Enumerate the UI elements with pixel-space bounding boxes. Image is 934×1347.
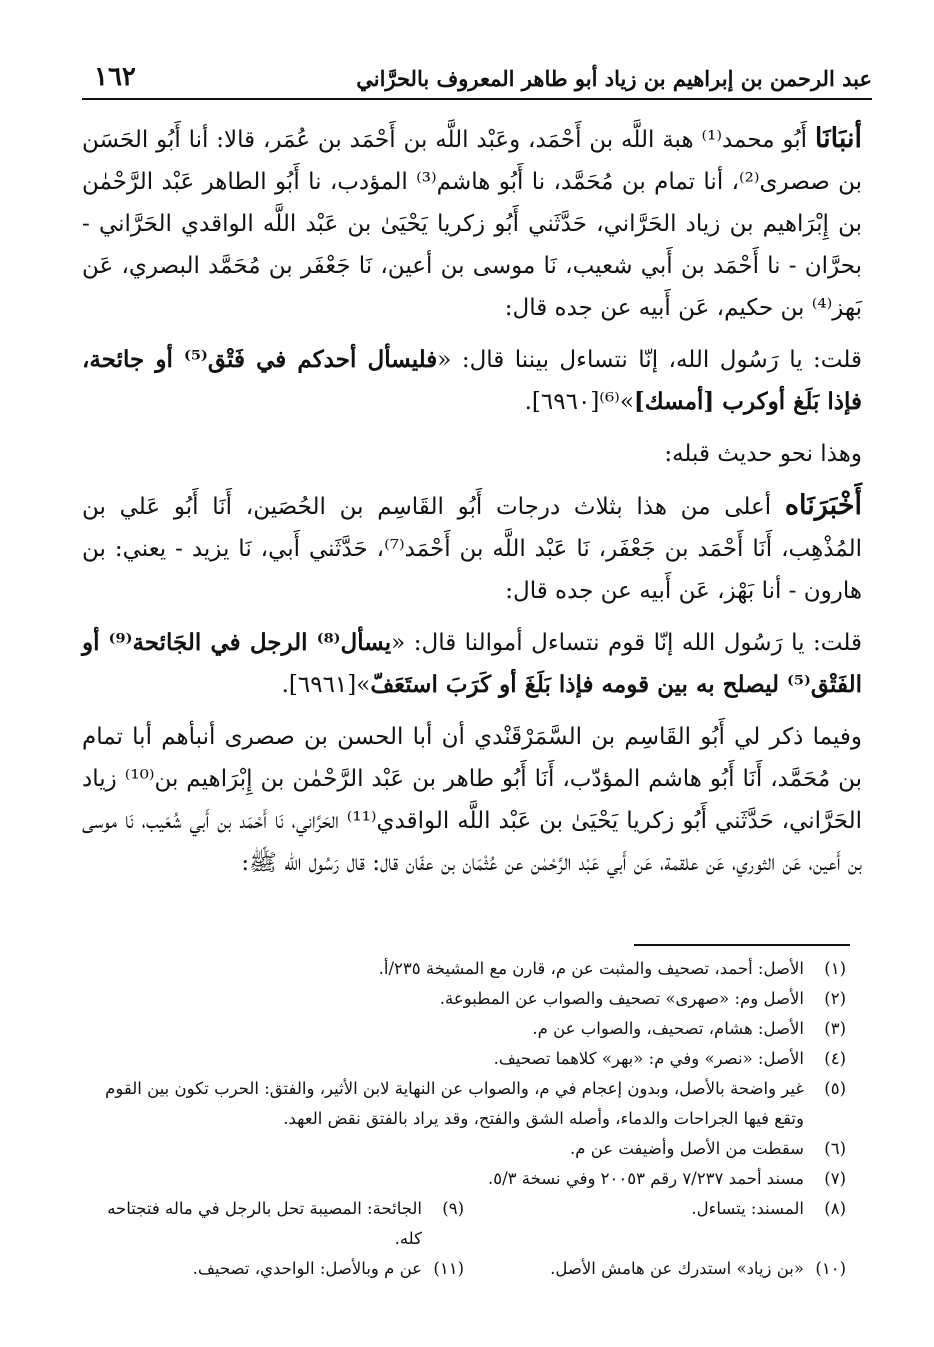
footnote-text: الأصل: هشام، تصحيف، والصواب عن م. <box>532 1019 804 1038</box>
footnotes <box>82 954 846 1284</box>
footnote-pair <box>82 1254 846 1284</box>
footnote <box>82 1044 846 1074</box>
footnote-number: (٤) <box>824 1049 846 1068</box>
footnote-pair <box>82 1194 846 1254</box>
footnote-number: (٥) <box>824 1079 846 1098</box>
paragraph-6 <box>82 716 862 884</box>
footnote-text: «بن زياد» استدرك عن هامش الأصل. <box>550 1259 804 1278</box>
paragraph-1-lead: أنبَانَا <box>814 123 863 154</box>
footnote-text: الجائحة: المصيبة تحل بالرجل في ماله فتجتاحه كله. <box>107 1199 422 1248</box>
paragraph-4-lead: أَخْبَرَنَاه <box>784 490 863 521</box>
footnote <box>82 1074 846 1134</box>
paragraph-4 <box>82 485 862 612</box>
footnote-text: غير واضحة بالأصل، وبدون إعجام في م، والصواب عن النهاية لابن الأثير، والفتق: الحرب تكون بين القوم وتقع فيها الجراحات والدماء، وأصله الشق والفتح، وقد يراد بالفتق نقض العهد. <box>105 1079 804 1128</box>
footnote-text: الأصل: أحمد، تصحيف والمثبت عن م، قارن مع المشيخة ٢٣٥/أ. <box>378 959 804 978</box>
footnote-text: سقطت من الأصل وأضيفت عن م. <box>570 1139 804 1158</box>
page-number: ١٦٢ <box>94 62 136 92</box>
footnote-text: الأصل وم: «صهرى» تصحيف والصواب عن المطبوعة. <box>439 989 804 1008</box>
paragraph-5-hadith: يسأل⁽⁸⁾ الرجل في الجَائحة⁽⁹⁾ أو الفَتْق⁽⁵⁾ ليصلح به بين قومه فإذا بَلَغَ أو كَرَبَ استَعَفّ <box>82 629 862 698</box>
paragraph-4-text: أعلى من هذا بثلاث درجات أَبُو القَاسِم بن الحُصَين، أَنَا أَبُو عَلي بن المُذْهِب، أَنَا أَحْمَد بن جَعْفَر، نَا عَبْد اللَّه بن أَحْمَد⁽⁷⁾، حَدَّثَني أَبي، نَا يزيد - يعني: بن هارون - أنا بَهْز، عَن أَبيه عن جده قال: <box>82 494 863 604</box>
footnote-text: الأصل: «نصر» وفي م: «بهر» كلاهما تصحيف. <box>493 1049 804 1068</box>
footnote-number: (٦) <box>824 1139 846 1158</box>
paragraph-6-text: وفيما ذكر لي أَبُو القَاسِم بن السَّمَرْقَنْدي أن أبا الحسن بن صصرى أنبأهم أبا تمام بن مُحَمَّد، أَنَا أَبُو هاشم المؤدّب، أَنَا أَبُو طاهر بن عَبْد الرَّحْمٰن بن إِبْرَاهيم بن⁽¹⁰⁾ زياد الحَرَّاني، حَدَّثَني أَبُو زكريا يَحْيَىٰ بن عَبْد اللَّه الواقدي⁽¹¹⁾ الحَرَّاني، نَا أَحْمَد بن أَبي شُعَيب، نَا موسى بن أَعين، عَن الثوري، عَن علقمة، عَن أَبي عَبْد الرَّحْمٰن عن عُثْمَان بن عفّان قال: قال رَسُول الله ﷺ: <box>82 724 863 876</box>
footnote-text: عن م وبالأصل: الواحدي، تصحيف. <box>192 1259 422 1278</box>
paragraph-5 <box>82 622 862 706</box>
main-text <box>82 118 862 894</box>
footnote-number: (٣) <box>824 1019 846 1038</box>
footnote <box>464 1254 846 1284</box>
paragraph-3-text: وهذا نحو حديث قبله: <box>664 441 862 467</box>
footnote-divider <box>634 944 850 946</box>
paragraph-2-hadith: فليسأل أحدكم في فَتْق⁽⁵⁾ أو جائحة، فإذا بَلَغ أوكرب [أمسك] <box>82 346 862 415</box>
page-header <box>82 58 872 100</box>
footnote-number: (١١) <box>433 1259 464 1278</box>
footnote-text: مسند أحمد ٧/٢٣٧ رقم ٢٠٠٥٣ وفي نسخة ٥/٣. <box>487 1169 804 1188</box>
footnote-number: (١) <box>824 959 846 978</box>
running-title: عبد الرحمن بن إبراهيم بن زياد أبو طاهر المعروف بالحرَّاني <box>356 66 872 91</box>
footnote-text: المسند: يتساءل. <box>691 1199 804 1218</box>
paragraph-2-tail: »⁽⁶⁾[٦٩٦٠]. <box>524 389 634 415</box>
footnote <box>82 984 846 1014</box>
footnote <box>82 1134 846 1164</box>
paragraph-5-tail: »[٦٩٦١]. <box>281 672 371 698</box>
paragraph-2-text: قلت: يا رَسُول الله، إنّا نتساءل بيننا قال: « <box>437 347 862 373</box>
footnote <box>464 1194 846 1254</box>
paragraph-5-text: قلت: يا رَسُول الله إنّا قوم نتساءل أموالنا قال: « <box>391 630 862 656</box>
footnote <box>82 1014 846 1044</box>
paragraph-1 <box>82 118 862 329</box>
footnote-number: (٩) <box>442 1199 464 1218</box>
footnote <box>82 1164 846 1194</box>
footnote <box>82 1194 464 1254</box>
paragraph-2 <box>82 339 862 423</box>
paragraph-3 <box>82 433 862 475</box>
footnote <box>82 1254 464 1284</box>
footnote-number: (٢) <box>824 989 846 1008</box>
paragraph-1-text: أَبُو محمد⁽¹⁾ هبة اللَّه بن أَحْمَد، وعَبْد اللَّه بن أَحْمَد بن عُمَر، قالا: أنا أَبُو الحَسَن بن صصرى⁽²⁾، أنا تمام بن مُحَمَّد، نا أَبُو هاشم⁽³⁾ المؤدب، نا أَبُو الطاهر عَبْد الرَّحْمٰن بن إِبْرَاهيم بن زياد الحَرَّاني، حَدَّثَني أَبُو زكريا يَحْيَىٰ بن عَبْد اللَّه الواقدي الحَرَّاني - بحرَّان - نا أَحْمَد بن أَبي شعيب، نَا موسى بن أعين، نَا جَعْفَر بن مُحَمَّد البصري، عَن بَهز⁽⁴⁾ بن حكيم، عَن أَبيه عن جده قال: <box>82 127 862 321</box>
footnote-number: (١٠) <box>815 1259 846 1278</box>
footnote-number: (٨) <box>824 1199 846 1218</box>
footnote <box>82 954 846 984</box>
footnote-number: (٧) <box>824 1169 846 1188</box>
